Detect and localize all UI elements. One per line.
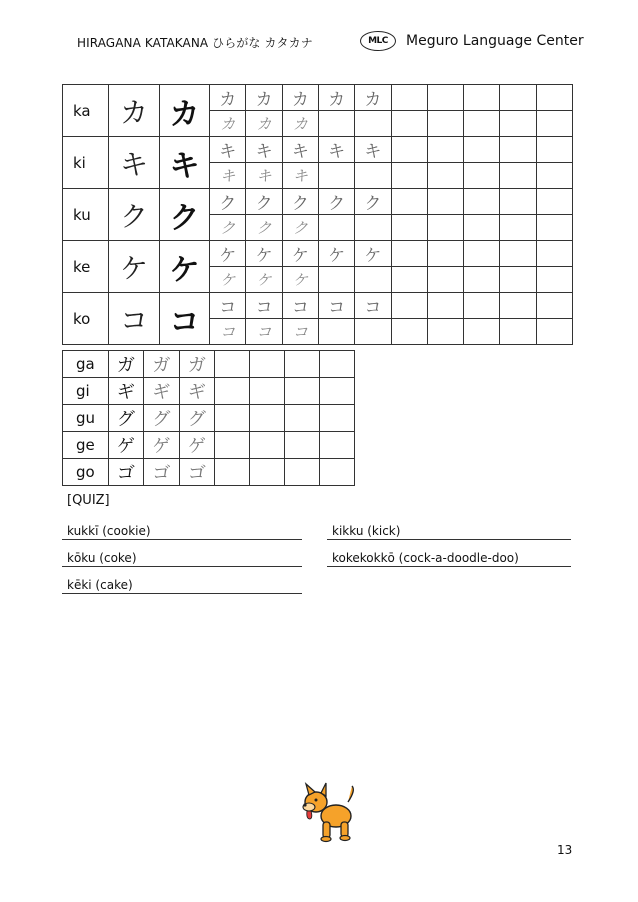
dakuten-practice-grid [62, 350, 355, 486]
blank-cell[interactable] [500, 293, 536, 319]
trace-cell[interactable]: カ [282, 85, 318, 111]
handwritten-cell[interactable]: ケ [246, 267, 282, 293]
blank-cell[interactable] [285, 405, 320, 432]
blank-cell[interactable] [391, 85, 427, 111]
answer-line[interactable] [62, 539, 302, 540]
blank-cell[interactable] [464, 137, 500, 163]
blank-cell[interactable] [464, 189, 500, 215]
model-kana-bold: ケ [159, 241, 209, 293]
practice-row-ka [63, 85, 573, 111]
dakuten-row-ga [63, 351, 355, 378]
romaji-label: ko [63, 293, 109, 345]
trace-cell[interactable]: キ [282, 137, 318, 163]
answer-line[interactable] [62, 566, 302, 567]
blank-cell[interactable] [427, 111, 463, 137]
romaji-label: ke [63, 241, 109, 293]
trace-cell[interactable]: コ [355, 293, 391, 319]
mlc-logo: MLC [360, 31, 396, 51]
model-kana: キ [109, 137, 159, 189]
romaji-label: ku [63, 189, 109, 241]
handwritten-cell[interactable]: ケ [282, 267, 318, 293]
blank-cell[interactable] [536, 189, 572, 215]
dakuten-row-gi [63, 378, 355, 405]
blank-cell[interactable] [536, 85, 572, 111]
model-kana: カ [109, 85, 159, 137]
blank-cell[interactable] [427, 293, 463, 319]
quiz-title: [QUIZ] [67, 493, 110, 508]
answer-line[interactable] [327, 539, 571, 540]
handwritten-cell[interactable]: コ [246, 319, 282, 345]
blank-cell[interactable] [318, 319, 354, 345]
model-kana-bold: キ [159, 137, 209, 189]
handwritten-cell[interactable]: キ [282, 163, 318, 189]
blank-cell[interactable] [391, 111, 427, 137]
model-kana: ギ [108, 378, 143, 405]
blank-cell[interactable] [318, 215, 354, 241]
romaji-label: ge [63, 432, 109, 459]
model-kana-bold: ク [159, 189, 209, 241]
handwritten-cell[interactable]: キ [246, 163, 282, 189]
trace-cell[interactable]: ク [282, 189, 318, 215]
blank-cell[interactable] [250, 459, 285, 486]
blank-cell[interactable] [355, 319, 391, 345]
blank-cell[interactable] [391, 267, 427, 293]
dakuten-row-gu [63, 405, 355, 432]
blank-cell[interactable] [391, 293, 427, 319]
romaji-label: gu [63, 405, 109, 432]
blank-cell[interactable] [536, 241, 572, 267]
trace-cell[interactable]: ク [355, 189, 391, 215]
blank-cell[interactable] [464, 215, 500, 241]
trace-cell[interactable]: ゴ [179, 459, 214, 486]
blank-cell[interactable] [391, 319, 427, 345]
trace-cell[interactable]: コ [318, 293, 354, 319]
page-number: 13 [557, 843, 573, 857]
quiz-item: kukkī (cookie) [67, 524, 151, 538]
blank-cell[interactable] [319, 405, 354, 432]
blank-cell[interactable] [285, 459, 320, 486]
blank-cell[interactable] [355, 215, 391, 241]
blank-cell[interactable] [355, 163, 391, 189]
blank-cell[interactable] [285, 378, 320, 405]
trace-cell[interactable]: キ [210, 137, 246, 163]
trace-cell[interactable]: キ [355, 137, 391, 163]
blank-cell[interactable] [536, 319, 572, 345]
blank-cell[interactable] [427, 85, 463, 111]
practice-row-ki [63, 137, 573, 163]
trace-cell[interactable]: ケ [282, 241, 318, 267]
blank-cell[interactable] [215, 405, 250, 432]
model-kana: ケ [109, 241, 159, 293]
blank-cell[interactable] [355, 111, 391, 137]
handwritten-cell[interactable]: ク [282, 215, 318, 241]
handwritten-cell[interactable]: ク [246, 215, 282, 241]
blank-cell[interactable] [500, 111, 536, 137]
answer-line[interactable] [327, 566, 571, 567]
romaji-label: ga [63, 351, 109, 378]
trace-cell[interactable]: ゴ [144, 459, 179, 486]
romaji-label: gi [63, 378, 109, 405]
blank-cell[interactable] [500, 241, 536, 267]
model-kana-bold: カ [159, 85, 209, 137]
model-kana: ゲ [108, 432, 143, 459]
blank-cell[interactable] [319, 351, 354, 378]
blank-cell[interactable] [319, 432, 354, 459]
practice-row-ku [63, 189, 573, 215]
blank-cell[interactable] [500, 267, 536, 293]
blank-cell[interactable] [536, 215, 572, 241]
blank-cell[interactable] [427, 163, 463, 189]
blank-cell[interactable] [319, 459, 354, 486]
trace-cell[interactable]: ガ [179, 351, 214, 378]
model-kana: ゴ [108, 459, 143, 486]
model-kana: ク [109, 189, 159, 241]
blank-cell[interactable] [215, 459, 250, 486]
romaji-label: ka [63, 85, 109, 137]
trace-cell[interactable]: ケ [318, 241, 354, 267]
blank-cell[interactable] [215, 351, 250, 378]
trace-cell[interactable]: ク [246, 189, 282, 215]
trace-cell[interactable]: カ [318, 85, 354, 111]
practice-row-ko [63, 293, 573, 319]
quiz-item: kōku (coke) [67, 551, 137, 565]
blank-cell[interactable] [427, 241, 463, 267]
model-kana: コ [109, 293, 159, 345]
blank-cell[interactable] [318, 163, 354, 189]
answer-line[interactable] [62, 593, 302, 594]
blank-cell[interactable] [464, 293, 500, 319]
blank-cell[interactable] [536, 137, 572, 163]
blank-cell[interactable] [250, 432, 285, 459]
handwritten-cell[interactable]: コ [282, 319, 318, 345]
header-org: Meguro Language Center [406, 33, 584, 49]
blank-cell[interactable] [215, 432, 250, 459]
dakuten-row-ge [63, 432, 355, 459]
handwritten-cell[interactable]: コ [210, 319, 246, 345]
blank-cell[interactable] [215, 378, 250, 405]
trace-cell[interactable]: キ [246, 137, 282, 163]
blank-cell[interactable] [250, 378, 285, 405]
blank-cell[interactable] [427, 319, 463, 345]
blank-cell[interactable] [285, 432, 320, 459]
blank-cell[interactable] [427, 189, 463, 215]
blank-cell[interactable] [250, 351, 285, 378]
handwritten-cell[interactable]: ケ [210, 267, 246, 293]
blank-cell[interactable] [500, 189, 536, 215]
handwritten-cell[interactable]: ク [210, 215, 246, 241]
trace-cell[interactable]: ギ [144, 378, 179, 405]
trace-cell[interactable]: カ [355, 85, 391, 111]
blank-cell[interactable] [318, 111, 354, 137]
blank-cell[interactable] [536, 267, 572, 293]
blank-cell[interactable] [427, 215, 463, 241]
blank-cell[interactable] [391, 215, 427, 241]
blank-cell[interactable] [464, 111, 500, 137]
blank-cell[interactable] [500, 215, 536, 241]
trace-cell[interactable]: ゲ [179, 432, 214, 459]
blank-cell[interactable] [250, 405, 285, 432]
katakana-practice-grid [62, 84, 573, 345]
trace-cell[interactable]: ク [210, 189, 246, 215]
trace-cell[interactable]: ガ [144, 351, 179, 378]
quiz-item: kokekokkō (cock-a-doodle-doo) [332, 551, 519, 565]
blank-cell[interactable] [464, 267, 500, 293]
blank-cell[interactable] [536, 293, 572, 319]
blank-cell[interactable] [318, 267, 354, 293]
trace-cell[interactable]: ケ [355, 241, 391, 267]
blank-cell[interactable] [391, 241, 427, 267]
quiz-item: kēki (cake) [67, 578, 133, 592]
trace-cell[interactable]: カ [210, 85, 246, 111]
blank-cell[interactable] [464, 319, 500, 345]
blank-cell[interactable] [391, 137, 427, 163]
trace-cell[interactable]: ギ [179, 378, 214, 405]
trace-cell[interactable]: ゲ [144, 432, 179, 459]
trace-cell[interactable]: グ [144, 405, 179, 432]
blank-cell[interactable] [500, 319, 536, 345]
trace-cell[interactable]: グ [179, 405, 214, 432]
trace-cell[interactable]: ケ [246, 241, 282, 267]
romaji-label: ki [63, 137, 109, 189]
blank-cell[interactable] [427, 137, 463, 163]
handwritten-cell[interactable]: キ [210, 163, 246, 189]
handwritten-cell[interactable]: カ [282, 111, 318, 137]
model-kana: ガ [108, 351, 143, 378]
handwritten-cell[interactable]: カ [210, 111, 246, 137]
header-title: HIRAGANA KATAKANA ひらがな カタカナ [77, 36, 313, 50]
blank-cell[interactable] [500, 85, 536, 111]
blank-cell[interactable] [355, 267, 391, 293]
blank-cell[interactable] [464, 85, 500, 111]
model-kana-bold: コ [159, 293, 209, 345]
blank-cell[interactable] [464, 163, 500, 189]
trace-cell[interactable]: コ [246, 293, 282, 319]
blank-cell[interactable] [391, 189, 427, 215]
dog-icon [296, 782, 360, 844]
trace-cell[interactable]: コ [210, 293, 246, 319]
trace-cell[interactable]: カ [246, 85, 282, 111]
blank-cell[interactable] [285, 351, 320, 378]
trace-cell[interactable]: ケ [210, 241, 246, 267]
trace-cell[interactable]: ク [318, 189, 354, 215]
quiz-item: kikku (kick) [332, 524, 401, 538]
blank-cell[interactable] [536, 111, 572, 137]
handwritten-cell[interactable]: カ [246, 111, 282, 137]
blank-cell[interactable] [319, 378, 354, 405]
blank-cell[interactable] [536, 163, 572, 189]
model-kana: グ [108, 405, 143, 432]
trace-cell[interactable]: キ [318, 137, 354, 163]
blank-cell[interactable] [464, 241, 500, 267]
practice-row-ke [63, 241, 573, 267]
blank-cell[interactable] [391, 163, 427, 189]
romaji-label: go [63, 459, 109, 486]
blank-cell[interactable] [427, 267, 463, 293]
blank-cell[interactable] [500, 137, 536, 163]
trace-cell[interactable]: コ [282, 293, 318, 319]
dakuten-row-go [63, 459, 355, 486]
blank-cell[interactable] [500, 163, 536, 189]
